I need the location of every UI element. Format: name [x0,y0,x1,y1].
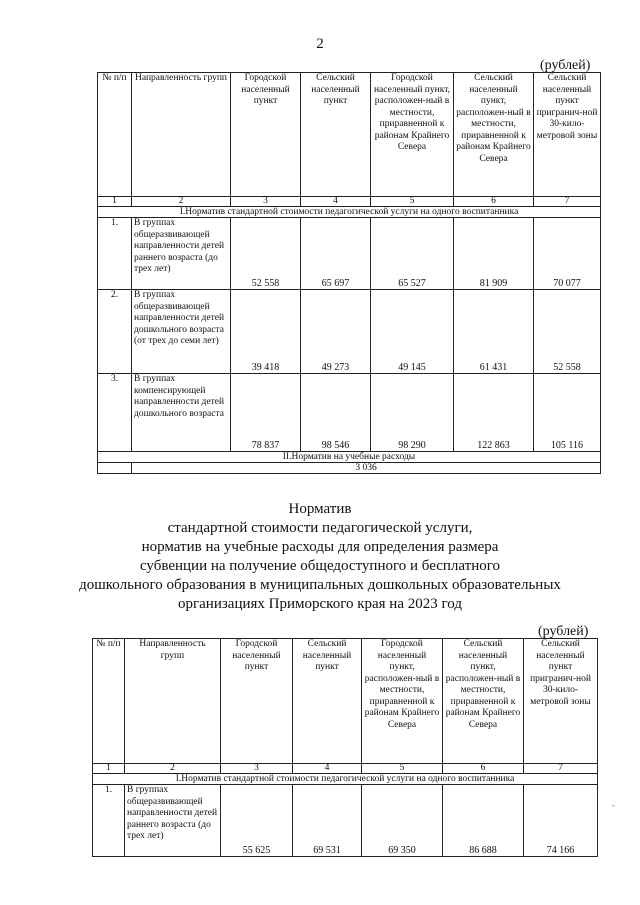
title-line: дошкольного образования в муниципальных дошкольных образовательных [79,577,561,593]
header-number: № п/п [98,73,132,197]
margin-mark: - [612,800,615,810]
header-rural-north: Сельский населенный пункт, расположен-ный в местности, приравненной к районам Крайнего Севера [443,639,524,764]
column-number-row [93,764,598,774]
value-border-zone: 52 558 [534,290,601,374]
column-number: 1 [93,764,125,774]
column-number: 1 [98,197,132,207]
value-rural: 69 531 [293,785,362,857]
value-rural-north: 81 909 [454,218,534,290]
value-urban-north: 69 350 [362,785,443,857]
column-number-row [98,197,601,207]
column-number: 4 [293,764,362,774]
value-rural-north: 122 863 [454,374,534,452]
value-border-zone: 70 077 [534,218,601,290]
value-rural: 98 546 [301,374,371,452]
header-rural-north: Сельский населенный пункт, расположен-ный в местности, приравненной к районам Крайнего Севера [454,73,534,197]
header-urban-north: Городской населенный пункт, расположен-ный в местности, приравненной к районам Крайнего Севера [362,639,443,764]
norm-table-2022 [97,72,601,474]
column-number: 6 [443,764,524,774]
section-heading: I.Норматив стандартной стоимости педагогической услуги на одного воспитанника [93,774,598,785]
unit-label: (рублей) [540,58,591,73]
norm-table-2023 [92,638,598,857]
value-rural: 65 697 [301,218,371,290]
value-rural-north: 61 431 [454,290,534,374]
column-number: 7 [534,197,601,207]
header-rural: Сельский населенный пункт [301,73,371,197]
table-row [98,290,601,374]
header-border-zone: Сельский населенный пункт пригранич-ной 30-кило-метровой зоны [524,639,598,764]
row-group: В группах компенсирующей направленности детей дошкольного возраста [132,374,231,452]
row-group: В группах общеразвивающей направленности детей раннего возраста (до трех лет) [132,218,231,290]
table-row [98,374,601,452]
title-line: субвенции на получение общедоступного и бесплатного [139,558,501,574]
title-line: стандартной стоимости педагогической услуги, [167,520,473,536]
row-number: 2. [98,290,132,374]
value-rural: 49 273 [301,290,371,374]
column-number: 4 [301,197,371,207]
title-line: организациях Приморского края на 2023 год [178,596,462,612]
column-number: 2 [132,197,231,207]
header-urban-north: Городской населенный пункт, расположен-ный в местности, приравненной к районам Крайнего Севера [371,73,454,197]
document-title [0,500,640,614]
value-urban: 78 837 [231,374,301,452]
value-urban-north: 49 145 [371,290,454,374]
title-line: норматив на учебные расходы для определения размера [141,539,499,555]
column-number: 7 [524,764,598,774]
row-number: 1. [93,785,125,857]
title-line: Норматив [288,501,352,517]
header-urban: Городской населенный пункт [221,639,293,764]
column-number: 2 [125,764,221,774]
header-group: Направленность групп [132,73,231,197]
empty-cell [98,463,132,474]
section-heading: I.Норматив стандартной стоимости педагогической услуги на одного воспитанника [98,207,601,218]
header-group: Направленность групп [125,639,221,764]
value-border-zone: 74 166 [524,785,598,857]
value-urban: 52 558 [231,218,301,290]
section-heading: II.Норматив на учебные расходы [98,452,601,463]
unit-label-2: (рублей) [538,624,589,639]
column-number: 5 [362,764,443,774]
value-urban: 55 625 [221,785,293,857]
value-urban: 39 418 [231,290,301,374]
page-number: 2 [316,36,324,52]
column-number: 5 [371,197,454,207]
value-urban-north: 98 290 [371,374,454,452]
table-row [98,218,601,290]
value-rural-north: 86 688 [443,785,524,857]
header-urban: Городской населенный пункт [231,73,301,197]
row-number: 1. [98,218,132,290]
row-number: 3. [98,374,132,452]
column-number: 6 [454,197,534,207]
value-border-zone: 105 116 [534,374,601,452]
table-row [98,463,601,474]
header-number: № п/п [93,639,125,764]
study-expenses-value: 3 036 [132,463,601,474]
header-row [98,73,601,197]
column-number: 3 [221,764,293,774]
row-group: В группах общеразвивающей направленности детей дошкольного возраста (от трех до семи лет) [132,290,231,374]
value-urban-north: 65 527 [371,218,454,290]
column-number: 3 [231,197,301,207]
header-row [93,639,598,764]
row-group: В группах общеразвивающей направленности детей раннего возраста (до трех лет) [125,785,221,857]
table-row [93,785,598,857]
header-rural: Сельский населенный пункт [293,639,362,764]
header-border-zone: Сельский населенный пункт пригранич-ной 30-кило-метровой зоны [534,73,601,197]
